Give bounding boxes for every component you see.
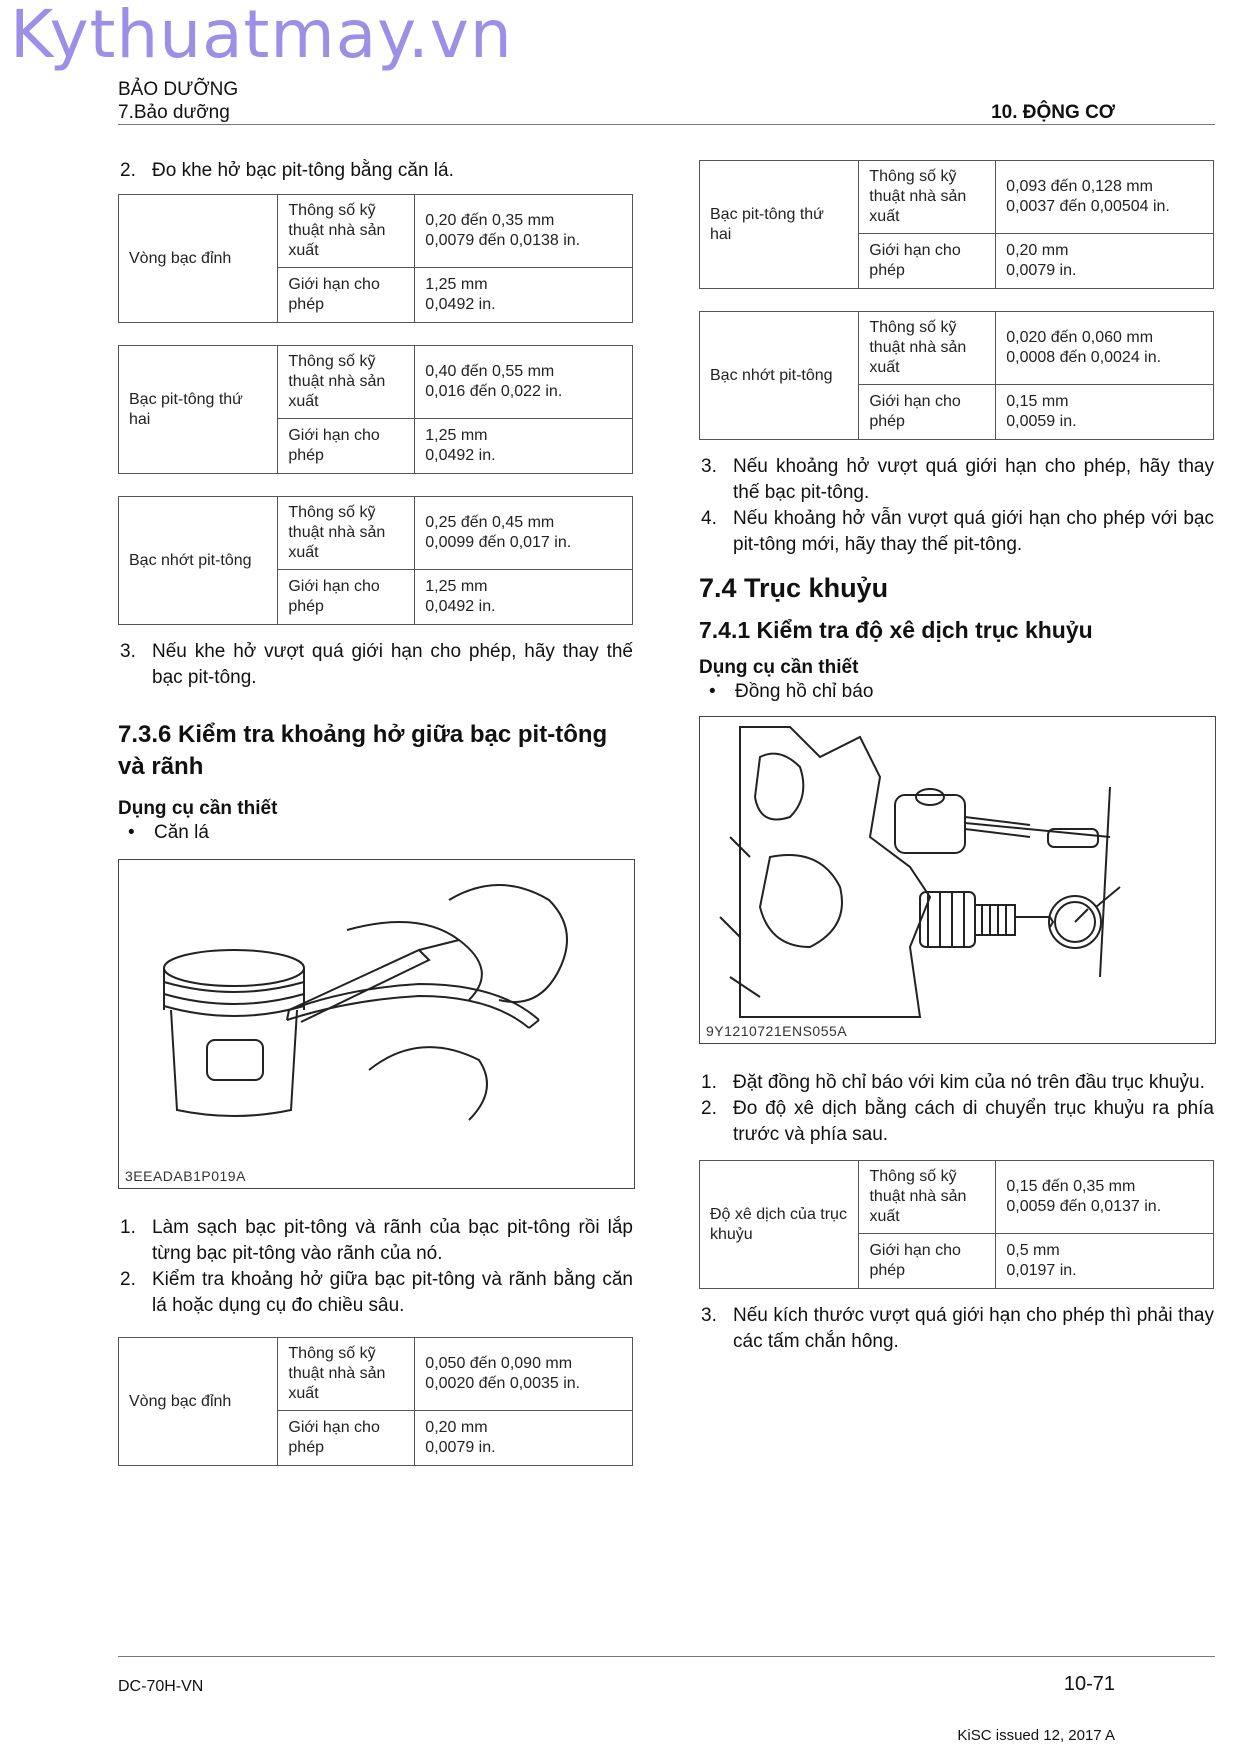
spec-factory-value: 0,20 đến 0,35 mm 0,0079 đến 0,0138 in. bbox=[415, 195, 633, 268]
spec-factory-value: 0,15 đến 0,35 mm 0,0059 đến 0,0137 in. bbox=[996, 1161, 1214, 1234]
spec-table-oil-ring-gap bbox=[118, 496, 633, 625]
spec-factory-label: Thông số kỹ thuật nhà sản xuất bbox=[859, 312, 996, 385]
footer-page-number: 10-71 bbox=[1063, 1673, 1115, 1695]
spec-limit-label: Giới hạn cho phép bbox=[859, 385, 996, 440]
spec-limit-label: Giới hạn cho phép bbox=[278, 419, 415, 474]
step-item: 1. Làm sạch bạc pit-tông và rãnh của bạc pit-tông rồi lắp từng bạc pit-tông vào rãnh của nó. bbox=[120, 1217, 633, 1264]
step-item: 2. Đo độ xê dịch bằng cách di chuyển trục khuỷu ra phía trước và phía sau. bbox=[701, 1098, 1214, 1145]
spec-table-second-ring-gap bbox=[118, 345, 633, 474]
spec-table-label: Bạc pit-tông thứ hai bbox=[119, 346, 278, 474]
header-section: BẢO DƯỠNG bbox=[118, 79, 239, 100]
crankshaft-illustration bbox=[700, 717, 1215, 1043]
step-item: 3. Nếu khoảng hở vượt quá giới hạn cho phép, hãy thay thế bạc pit-tông. bbox=[701, 456, 1214, 503]
procedure-steps bbox=[699, 1070, 1214, 1148]
footer-issued: KiSC issued 12, 2017 A bbox=[957, 1727, 1115, 1744]
spec-table-second-ring-clearance bbox=[699, 160, 1214, 289]
step-item: 3. Nếu khe hở vượt quá giới hạn cho phép, hãy thay thế bạc pit-tông. bbox=[120, 641, 633, 688]
figure-caption: 3EEADAB1P019A bbox=[125, 1168, 246, 1184]
tool-list-item: • Căn lá bbox=[128, 822, 209, 843]
spec-factory-label: Thông số kỹ thuật nhà sản xuất bbox=[859, 1161, 996, 1234]
spec-factory-label: Thông số kỹ thuật nhà sản xuất bbox=[278, 497, 415, 570]
step-item: 4. Nếu khoảng hở vẫn vượt quá giới hạn cho phép với bạc pit-tông mới, hãy thay thế pit-tông. bbox=[701, 508, 1214, 555]
figure-caption: 9Y1210721ENS055A bbox=[706, 1023, 848, 1039]
procedure-steps bbox=[118, 1215, 633, 1319]
spec-limit-label: Giới hạn cho phép bbox=[278, 1411, 415, 1466]
tools-heading: Dụng cụ cần thiết bbox=[118, 798, 278, 819]
right-column bbox=[699, 160, 1214, 1355]
spec-table-label: Vòng bạc đỉnh bbox=[119, 195, 278, 323]
tool-list-item: • Đồng hồ chỉ báo bbox=[709, 681, 874, 702]
piston-illustration bbox=[119, 860, 634, 1188]
spec-table-label: Vòng bạc đỉnh bbox=[119, 1338, 278, 1466]
tools-heading: Dụng cụ cần thiết bbox=[699, 657, 859, 678]
spec-limit-value: 0,20 mm 0,0079 in. bbox=[996, 234, 1214, 289]
subsection-heading: 7.4.1 Kiểm tra độ xê dịch trục khuỷu bbox=[699, 617, 1093, 643]
spec-table-label: Bạc nhớt pit-tông bbox=[119, 497, 278, 625]
spec-factory-value: 0,020 đến 0,060 mm 0,0008 đến 0,0024 in. bbox=[996, 312, 1214, 385]
section-heading: 7.4 Trục khuỷu bbox=[699, 573, 889, 603]
spec-limit-label: Giới hạn cho phép bbox=[278, 268, 415, 323]
footer-doc-code: DC-70H-VN bbox=[118, 1678, 204, 1695]
spec-limit-label: Giới hạn cho phép bbox=[859, 234, 996, 289]
spec-factory-label: Thông số kỹ thuật nhà sản xuất bbox=[278, 195, 415, 268]
header-divider bbox=[118, 124, 1215, 125]
spec-table-label: Bạc pit-tông thứ hai bbox=[700, 161, 859, 289]
header-subsection: 7.Bảo dưỡng bbox=[118, 102, 230, 123]
spec-table-crankshaft-end-play bbox=[699, 1160, 1214, 1289]
spec-limit-label: Giới hạn cho phép bbox=[278, 570, 415, 625]
spec-limit-value: 0,5 mm 0,0197 in. bbox=[996, 1234, 1214, 1289]
step-item: 1. Đặt đồng hồ chỉ báo với kim của nó trên đầu trục khuỷu. bbox=[701, 1072, 1205, 1093]
watermark-logo: Kythuatmay.vn bbox=[10, 0, 513, 73]
spec-factory-value: 0,25 đến 0,45 mm 0,0099 đến 0,017 in. bbox=[415, 497, 633, 570]
left-column bbox=[118, 158, 633, 1466]
spec-limit-label: Giới hạn cho phép bbox=[859, 1234, 996, 1289]
step-item: 2. Đo khe hở bạc pit-tông bằng căn lá. bbox=[120, 160, 454, 181]
figure-crankshaft-dial-gauge bbox=[699, 716, 1216, 1044]
figure-piston-feeler-gauge bbox=[118, 859, 635, 1189]
spec-table-label: Bạc nhớt pit-tông bbox=[700, 312, 859, 440]
step-item: 3. Nếu kích thước vượt quá giới hạn cho phép thì phải thay các tấm chắn hông. bbox=[701, 1305, 1214, 1352]
spec-factory-label: Thông số kỹ thuật nhà sản xuất bbox=[278, 1338, 415, 1411]
section-heading: 7.3.6 Kiểm tra khoảng hở giữa bạc pit-tông và rãnh bbox=[118, 721, 608, 780]
spec-factory-label: Thông số kỹ thuật nhà sản xuất bbox=[859, 161, 996, 234]
spec-factory-value: 0,40 đến 0,55 mm 0,016 đến 0,022 in. bbox=[415, 346, 633, 419]
spec-table-top-ring-gap bbox=[118, 194, 633, 323]
footer-divider bbox=[118, 1656, 1215, 1657]
spec-table-label: Độ xê dịch của trục khuỷu bbox=[700, 1161, 859, 1289]
spec-limit-value: 1,25 mm 0,0492 in. bbox=[415, 268, 633, 323]
spec-limit-value: 0,20 mm 0,0079 in. bbox=[415, 1411, 633, 1466]
spec-limit-value: 0,15 mm 0,0059 in. bbox=[996, 385, 1214, 440]
spec-factory-value: 0,093 đến 0,128 mm 0,0037 đến 0,00504 in. bbox=[996, 161, 1214, 234]
procedure-steps bbox=[699, 454, 1214, 558]
spec-limit-value: 1,25 mm 0,0492 in. bbox=[415, 570, 633, 625]
spec-factory-label: Thông số kỹ thuật nhà sản xuất bbox=[278, 346, 415, 419]
spec-limit-value: 1,25 mm 0,0492 in. bbox=[415, 419, 633, 474]
step-item: 2. Kiểm tra khoảng hở giữa bạc pit-tông và rãnh bằng căn lá hoặc dụng cụ đo chiều sâu. bbox=[120, 1269, 633, 1316]
spec-table-top-ring-clearance bbox=[118, 1337, 633, 1466]
header-chapter: 10. ĐỘNG CƠ bbox=[991, 102, 1115, 123]
spec-factory-value: 0,050 đến 0,090 mm 0,0020 đến 0,0035 in. bbox=[415, 1338, 633, 1411]
spec-table-oil-ring-clearance bbox=[699, 311, 1214, 440]
